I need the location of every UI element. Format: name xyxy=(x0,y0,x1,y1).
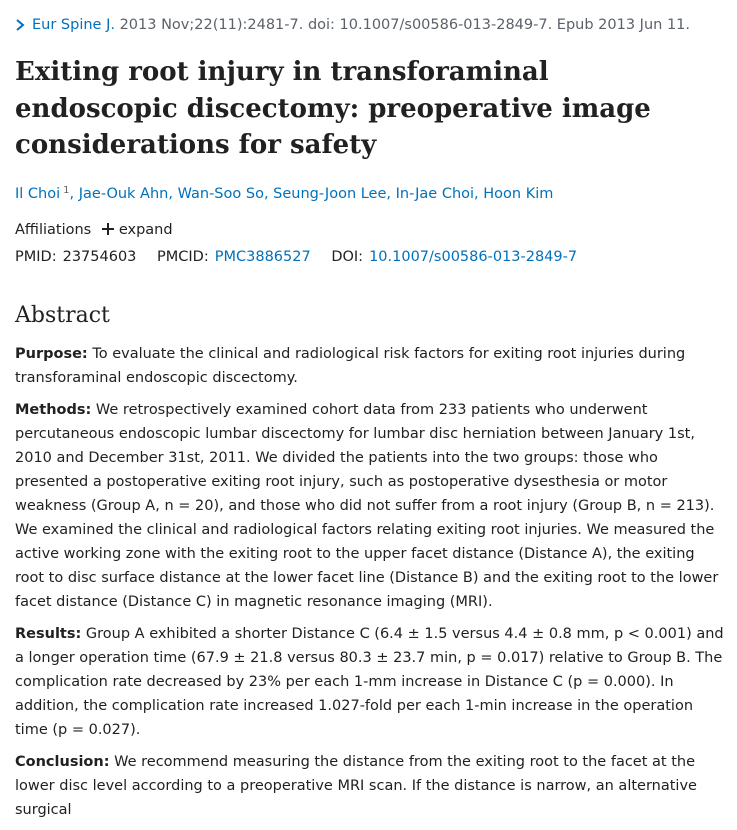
abstract-conclusion xyxy=(15,750,727,822)
pmcid-link[interactable]: PMC3886527 xyxy=(214,249,311,265)
section-label: Results: xyxy=(15,626,82,642)
author-link[interactable]: In-Jae Choi xyxy=(395,186,475,202)
doi-link[interactable]: 10.1007/s00586-013-2849-7 xyxy=(369,249,578,265)
chevron-right-icon[interactable] xyxy=(14,14,28,36)
expand-affiliations-button[interactable] xyxy=(102,219,173,241)
abstract-methods xyxy=(15,398,727,614)
affiliations-label: Affiliations xyxy=(15,222,92,238)
expand-label: expand xyxy=(118,222,173,238)
author-link[interactable]: Hoon Kim xyxy=(483,186,554,202)
pmid-label: PMID: xyxy=(15,249,57,265)
pmcid-label: PMCID: xyxy=(157,249,209,265)
citation-line xyxy=(14,14,727,36)
affiliations-row xyxy=(15,219,173,241)
section-label: Methods: xyxy=(15,402,92,418)
section-text: Group A exhibited a shorter Distance C (6.4 ± 1.5 versus 4.4 ± 0.8 mm, p < 0.001) and a longer operation time (67.9 ± 21.8 versus 80.3 ± 23.7 min, p = 0.017) relative to Group B. The complication rate decreased by 23% per each 1-mm increase in Distance C (p = 0.000). In addition, the complication rate increased 1.027-fold per each 1-min increase in the operation time (p = 0.027). xyxy=(15,626,724,738)
section-text: To evaluate the clinical and radiological risk factors for exiting root injuries during transforaminal endoscopic discectomy. xyxy=(15,346,686,386)
citation-details: 2013 Nov;22(11):2481-7. doi: 10.1007/s00586-013-2849-7. Epub 2013 Jun 11. xyxy=(119,17,690,33)
affiliation-ref[interactable]: 1 xyxy=(63,185,70,196)
author-link[interactable]: Jae-Ouk Ahn xyxy=(78,186,169,202)
pmid-value: 23754603 xyxy=(62,249,137,265)
abstract-body xyxy=(15,342,727,830)
article-title: Exiting root injury in transforaminal endoscopic discectomy: preoperative image considerations for safety xyxy=(15,57,651,160)
doi-label: DOI: xyxy=(331,249,364,265)
author-list: Il Choi $^1$, Jae-Ouk Ahn, Wan-Soo So, Seung-Joon Lee, In-Jae Choi, Hoon Kim xyxy=(15,185,554,202)
author-link[interactable]: Seung-Joon Lee xyxy=(273,186,387,202)
identifiers-row xyxy=(15,246,593,268)
section-label: Purpose: xyxy=(15,346,88,362)
section-label: Conclusion: xyxy=(15,754,110,770)
author-link[interactable]: Wan-Soo So xyxy=(177,186,264,202)
author-link[interactable]: Il Choi xyxy=(15,186,61,202)
journal-link[interactable]: Eur Spine J. xyxy=(32,17,115,33)
abstract-purpose xyxy=(15,342,727,390)
section-text: We retrospectively examined cohort data from 233 patients who underwent percutaneous endoscopic lumbar discectomy for lumbar disc herniation between January 1st, 2010 and December 31st, 2011. We divided the patients into the two groups: those who presented a postoperative exiting root injury, such as postoperative dysesthesia or motor weakness (Group A, n = 20), and those who did not suffer from a root injury (Group B, n = 213). We examined the clinical and radiological factors relating exiting root injuries. We measured the active working zone with the exiting root to the upper facet distance (Distance A), the exiting root to disc surface distance at the lower facet line (Distance B) and the exiting root to the lower facet distance (Distance C) in magnetic resonance imaging (MRI). xyxy=(15,402,719,610)
abstract-results xyxy=(15,622,727,742)
section-text: We recommend measuring the distance from the exiting root to the facet at the lower disc level according to a preoperative MRI scan. If the distance is narrow, an alternative surgical xyxy=(15,754,697,818)
abstract-heading: Abstract xyxy=(15,303,110,328)
plus-icon xyxy=(102,223,114,235)
